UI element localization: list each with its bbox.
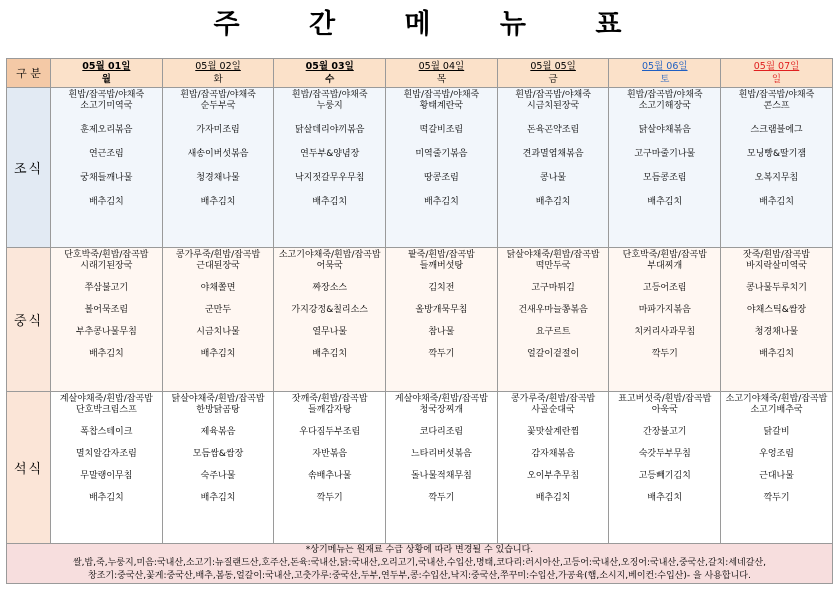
menu-item: 닭살야채죽/흰밥/잡곡밥 bbox=[171, 394, 265, 404]
breakfast-menu-cell bbox=[609, 88, 721, 248]
menu-item: 닭살데리야끼볶음 bbox=[294, 125, 365, 135]
page-title: 주 간 메 뉴 표 bbox=[213, 9, 652, 40]
category-header: 구 분 bbox=[7, 59, 51, 88]
menu-item: 바지락살미역국 bbox=[746, 261, 807, 271]
day-date: 05월 07일 bbox=[753, 61, 800, 72]
menu-item: 가자미조림 bbox=[196, 125, 240, 135]
menu-item: 황태계란국 bbox=[419, 101, 464, 111]
menu-item: 흰밥/잡곡밥/야채죽 bbox=[738, 90, 815, 100]
day-header-7 bbox=[721, 59, 833, 88]
menu-item: 깍두기 bbox=[316, 493, 343, 503]
menu-item: 훈제오리볶음 bbox=[80, 125, 133, 135]
menu-item: 깍두기 bbox=[428, 349, 455, 359]
notice-line: *상기메뉴는 원재료 수급 상황에 따라 변경될 수 있습니다. bbox=[305, 545, 534, 555]
breakfast-menu-cell bbox=[721, 88, 833, 248]
day-date: 05월 04일 bbox=[418, 61, 465, 72]
lunch-menu-cell bbox=[162, 248, 274, 392]
menu-item: 흰밥/잡곡밥/야채죽 bbox=[291, 90, 368, 100]
day-of-week: 수 bbox=[325, 74, 335, 85]
day-date: 05월 01일 bbox=[82, 61, 131, 72]
menu-item: 들깨버섯탕 bbox=[419, 261, 464, 271]
menu-item: 배추김치 bbox=[535, 493, 571, 503]
menu-item: 배추김치 bbox=[535, 197, 571, 207]
menu-item: 계살야채죽/흰밥/잡곡밥 bbox=[59, 394, 153, 404]
menu-item: 배추김치 bbox=[88, 493, 124, 503]
menu-item: 배추김치 bbox=[759, 349, 794, 359]
menu-item: 참나물 bbox=[428, 327, 455, 337]
origin-notice bbox=[7, 544, 833, 584]
breakfast-label: 조식 bbox=[7, 88, 51, 248]
day-of-week: 목 bbox=[436, 74, 446, 85]
day-date: 05월 02일 bbox=[195, 61, 241, 72]
menu-item: 치커리사과무침 bbox=[634, 327, 696, 337]
menu-item: 연두부&양념장 bbox=[300, 149, 360, 159]
dinner-menu-cell bbox=[497, 392, 609, 544]
menu-item: 깍두기 bbox=[651, 349, 678, 359]
menu-item: 깍두기 bbox=[763, 493, 790, 503]
menu-item: 부추콩나물무침 bbox=[75, 327, 137, 337]
menu-item: 솎배추나물 bbox=[307, 471, 352, 481]
menu-item: 배추김치 bbox=[759, 197, 794, 207]
day-header-1 bbox=[51, 59, 163, 88]
menu-item: 소고기해장국 bbox=[638, 101, 691, 111]
lunch-menu-cell bbox=[274, 248, 386, 392]
breakfast-row bbox=[7, 88, 833, 248]
menu-item: 고구마줄기나물 bbox=[634, 149, 696, 159]
menu-item: 열무나물 bbox=[312, 327, 348, 337]
menu-item: 어묵국 bbox=[316, 261, 343, 271]
day-of-week: 토 bbox=[660, 74, 670, 85]
menu-item: 닭살야채볶음 bbox=[638, 125, 691, 135]
menu-item: 배추김치 bbox=[647, 197, 683, 207]
menu-item: 자반볶음 bbox=[312, 449, 348, 459]
menu-item: 청국장찌개 bbox=[419, 405, 464, 415]
menu-item: 돌나물적채무침 bbox=[410, 471, 472, 481]
menu-item: 고등어조림 bbox=[643, 283, 687, 293]
menu-item: 올방개묵무침 bbox=[415, 305, 468, 315]
dinner-row bbox=[7, 392, 833, 544]
menu-item: 팥죽/흰밥/잡곡밥 bbox=[407, 250, 475, 260]
menu-item: 배추김치 bbox=[200, 493, 236, 503]
menu-item: 근대나물 bbox=[759, 471, 794, 481]
lunch-menu-cell bbox=[609, 248, 721, 392]
menu-item: 닭살야채죽/흰밥/잡곡밥 bbox=[506, 250, 600, 260]
menu-item: 스크램블에그 bbox=[750, 125, 803, 135]
menu-item: 게살야채죽/흰밥/잡곡밥 bbox=[394, 394, 488, 404]
menu-item: 궁채들깨나물 bbox=[80, 173, 133, 183]
menu-item: 감자채볶음 bbox=[531, 449, 575, 459]
breakfast-menu-cell bbox=[497, 88, 609, 248]
menu-item: 한방닭곰탕 bbox=[196, 405, 240, 415]
menu-item: 흰밥/잡곡밥/야채죽 bbox=[403, 90, 480, 100]
menu-item: 코다리조림 bbox=[419, 427, 464, 437]
menu-item: 배추김치 bbox=[312, 197, 348, 207]
menu-item: 낙지젓갈무우무침 bbox=[294, 173, 365, 183]
menu-item: 배추김치 bbox=[88, 197, 124, 207]
menu-item: 미역줄기볶음 bbox=[415, 149, 468, 159]
menu-item: 콩나물 bbox=[540, 173, 567, 183]
day-of-week: 금 bbox=[548, 74, 558, 85]
menu-item: 단호박크림스프 bbox=[75, 405, 137, 415]
menu-item: 볼어묵조림 bbox=[84, 305, 129, 315]
menu-item: 모듬쌈&쌈장 bbox=[192, 449, 244, 459]
menu-item: 흰밥/잡곡밥/야채죽 bbox=[626, 90, 703, 100]
menu-item: 콩가루죽/흰밥/잡곡밥 bbox=[510, 394, 596, 404]
menu-item: 소고기야채죽/흰밥/잡곡밥 bbox=[725, 394, 828, 404]
menu-item: 단호박죽/흰밥/잡곡밥 bbox=[622, 250, 707, 260]
lunch-label: 중식 bbox=[7, 248, 51, 392]
menu-item: 콘스프 bbox=[763, 101, 790, 111]
menu-item: 배추김치 bbox=[647, 493, 683, 503]
menu-item: 새송이버섯볶음 bbox=[187, 149, 249, 159]
menu-item: 아욱국 bbox=[651, 405, 678, 415]
breakfast-menu-cell bbox=[51, 88, 163, 248]
notice-line: 쌀,밥,죽,누룽지,미음:국내산,소고기:뉴질랜드산,호주산,돈육:국내산,닭:국내산,오리고기,국내산,수입산,명태,코다리:러시아산,고등어:국내산,오징어:국내산,중국산,갈치:세네갈산, bbox=[72, 558, 766, 568]
menu-item: 고구마튀김 bbox=[531, 283, 575, 293]
day-header-2 bbox=[162, 59, 274, 88]
menu-item: 배추김치 bbox=[200, 349, 236, 359]
dinner-menu-cell bbox=[274, 392, 386, 544]
menu-item: 표고버섯죽/흰밥/잡곡밥 bbox=[618, 394, 712, 404]
menu-item: 제육볶음 bbox=[200, 427, 236, 437]
dinner-menu-cell bbox=[386, 392, 498, 544]
menu-item: 떡만두국 bbox=[535, 261, 571, 271]
menu-item: 느타리버섯볶음 bbox=[410, 449, 472, 459]
day-of-week: 화 bbox=[213, 74, 223, 85]
menu-item: 청경채나물 bbox=[196, 173, 240, 183]
menu-item: 짜장소스 bbox=[312, 283, 348, 293]
menu-item: 견과멸엽채볶음 bbox=[522, 149, 584, 159]
lunch-menu-cell bbox=[721, 248, 833, 392]
menu-item: 폭찹스테이크 bbox=[80, 427, 133, 437]
menu-item: 잣죽/흰밥/잡곡밥 bbox=[743, 250, 810, 260]
dinner-menu-cell bbox=[162, 392, 274, 544]
menu-item: 모닝빵&딸기잼 bbox=[746, 149, 807, 159]
weekly-menu-table bbox=[6, 58, 833, 584]
menu-item: 숙갓두부무침 bbox=[638, 449, 691, 459]
day-date: 05월 06일 bbox=[642, 61, 688, 72]
menu-item: 건새우마늘쫑볶음 bbox=[518, 305, 588, 315]
day-header-4 bbox=[386, 59, 498, 88]
menu-item: 떡갈비조림 bbox=[419, 125, 464, 135]
menu-item: 오이부추무침 bbox=[527, 471, 580, 481]
lunch-row bbox=[7, 248, 833, 392]
menu-item: 땅콩조림 bbox=[424, 173, 459, 183]
menu-item: 군만두 bbox=[204, 305, 232, 315]
day-header-3 bbox=[274, 59, 386, 88]
header-row bbox=[7, 59, 833, 88]
menu-item: 잣깨죽/흰밥/잡곡밥 bbox=[291, 394, 368, 404]
menu-item: 부대찌개 bbox=[647, 261, 683, 271]
menu-item: 오복지무침 bbox=[754, 173, 799, 183]
menu-item: 야채쫄면 bbox=[200, 283, 236, 293]
menu-item: 흰밥/잡곡밥/야채죽 bbox=[515, 90, 591, 100]
day-header-5 bbox=[497, 59, 609, 88]
dinner-menu-cell bbox=[51, 392, 163, 544]
menu-item: 근대된장국 bbox=[196, 261, 240, 271]
menu-item: 우엉조림 bbox=[759, 449, 794, 459]
day-of-week: 월 bbox=[101, 74, 111, 85]
menu-item: 배추김치 bbox=[88, 349, 124, 359]
lunch-menu-cell bbox=[51, 248, 163, 392]
menu-item: 순두부국 bbox=[200, 101, 236, 111]
breakfast-menu-cell bbox=[162, 88, 274, 248]
day-of-week: 일 bbox=[771, 74, 782, 85]
menu-item: 마파가지볶음 bbox=[638, 305, 691, 315]
menu-item: 멸치알감자조림 bbox=[75, 449, 137, 459]
day-date: 05월 05일 bbox=[530, 61, 576, 72]
menu-item: 흰밥/잡곡밥/야채죽 bbox=[68, 90, 145, 100]
menu-item: 숙주나물 bbox=[200, 471, 236, 481]
menu-item: 소고기배추국 bbox=[750, 405, 803, 415]
dinner-label: 석식 bbox=[7, 392, 51, 544]
menu-item: 고등빼기김치 bbox=[638, 471, 691, 481]
menu-item: 닭갈비 bbox=[763, 427, 790, 437]
menu-item: 청경채나물 bbox=[754, 327, 799, 337]
menu-item: 배추김치 bbox=[424, 197, 459, 207]
menu-item: 깍두기 bbox=[428, 493, 455, 503]
menu-item: 소고기야채죽/흰밥/잡곡밥 bbox=[278, 250, 381, 260]
menu-item: 꽃맛살계란찜 bbox=[527, 427, 580, 437]
menu-item: 시금치나물 bbox=[196, 327, 240, 337]
menu-item: 쭈삼불고기 bbox=[84, 283, 129, 293]
menu-item: 야채스틱&쌈장 bbox=[746, 305, 807, 315]
notes-row bbox=[7, 544, 833, 584]
menu-item: 콩가루죽/흰밥/잡곡밥 bbox=[175, 250, 261, 260]
menu-item: 연근조림 bbox=[88, 149, 124, 159]
notice-line: 창조기:중국산,꽃게:중국산,배추,봄동,얼갈이:국내산,고춧가루:중국산,두부,연두부,콩:수입산,낙지:중국산,쭈꾸미:수입산,가공육(햄,소시지,베이컨:수입산)- 을 사용합니다. bbox=[88, 571, 751, 581]
menu-item: 시금치된장국 bbox=[527, 101, 580, 111]
menu-item: 모듬콩조림 bbox=[643, 173, 687, 183]
menu-item: 무말랭이무침 bbox=[80, 471, 133, 481]
menu-item: 누룽지 bbox=[316, 101, 343, 111]
breakfast-menu-cell bbox=[386, 88, 498, 248]
menu-item: 사골순대국 bbox=[531, 405, 575, 415]
dinner-menu-cell bbox=[721, 392, 833, 544]
menu-item: 시래기된장국 bbox=[80, 261, 133, 271]
menu-item: 가지강정&칠리소스 bbox=[291, 305, 368, 315]
menu-item: 소고기미역국 bbox=[80, 101, 133, 111]
dinner-menu-cell bbox=[609, 392, 721, 544]
menu-item: 흰밥/잡곡밥/야채죽 bbox=[180, 90, 256, 100]
menu-item: 우다짐두부조림 bbox=[299, 427, 361, 437]
menu-item: 간장불고기 bbox=[643, 427, 687, 437]
menu-item: 콩나물두루치기 bbox=[746, 283, 807, 293]
menu-item: 배추김치 bbox=[200, 197, 236, 207]
menu-item: 단호박죽/흰밥/잡곡밥 bbox=[64, 250, 149, 260]
lunch-menu-cell bbox=[497, 248, 609, 392]
menu-item: 김치전 bbox=[428, 283, 455, 293]
menu-item: 돈육곤약조림 bbox=[527, 125, 580, 135]
lunch-menu-cell bbox=[386, 248, 498, 392]
menu-item: 얼갈이겉절이 bbox=[527, 349, 580, 359]
breakfast-menu-cell bbox=[274, 88, 386, 248]
day-date: 05월 03일 bbox=[305, 61, 354, 72]
day-header-6 bbox=[609, 59, 721, 88]
menu-item: 배추김치 bbox=[312, 349, 348, 359]
menu-item: 요구르트 bbox=[535, 327, 571, 337]
menu-item: 들깨감자탕 bbox=[307, 405, 352, 415]
